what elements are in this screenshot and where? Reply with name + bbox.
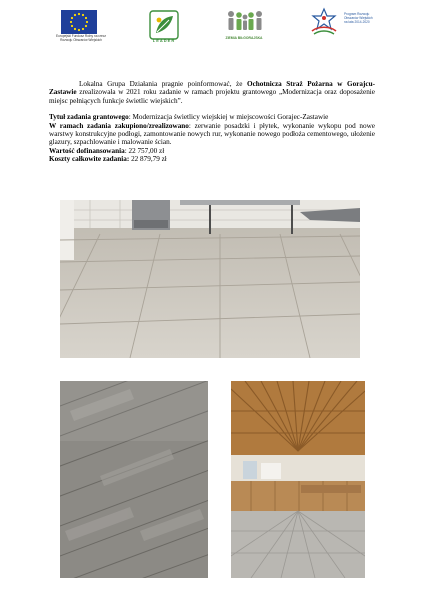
funding-amount xyxy=(49,147,375,155)
announcement-text xyxy=(49,80,375,164)
logo-bar xyxy=(0,0,424,48)
intro-paragraph xyxy=(49,80,375,105)
photo-hall-interior xyxy=(231,381,365,578)
task-title-label: Tytuł zadania grantowego xyxy=(49,113,129,122)
lgd-people-logo-icon xyxy=(224,8,266,36)
funding-value: : 22 757,00 zł xyxy=(124,146,165,155)
intro-part1: Lokalna Grupa Działania pragnie poinformować, że xyxy=(79,80,247,88)
leader-logo-icon xyxy=(148,9,180,41)
leader-label: LEADER xyxy=(152,38,176,43)
eu-stars-icon xyxy=(61,10,97,34)
task-title xyxy=(49,113,375,121)
eu-caption: Europejski Fundusz Rolny na rzecz Rozwoju Obszarów Wiejskich xyxy=(56,34,106,42)
task-title-value: : Modernizacja świetlicy wiejskiej w miejscowości Gorajec-Zastawie xyxy=(128,113,329,122)
organization-name: Ochotnicza Straż Pożarna w Gorajcu- Zastawie xyxy=(49,80,375,97)
task-scope-value: : zerwanie posadzki i płytek, wykonanie wykopu pod nowe warstwy konstrukcyjne podłogi, zamontowanie nowych rur, wykonanie nowego podłoża cementowego, ułożenie glazury, szpachlowanie i malowanie ścian. xyxy=(49,121,375,147)
eu-flag-icon xyxy=(61,10,97,34)
total-cost-value: 22 879,79 zł xyxy=(129,155,167,164)
funding-label: Wartość dofinansowania xyxy=(49,146,125,155)
task-scope-label: W ramach zadania zakupiono/zrealizowano xyxy=(49,121,189,130)
prow-logo-icon xyxy=(306,7,342,37)
task-scope xyxy=(49,122,375,147)
lgd-label: ZIEMIA BIŁGORAJSKA xyxy=(225,36,263,40)
photo-tiled-floor xyxy=(60,200,360,358)
total-cost xyxy=(49,155,375,163)
prow-label: Program Rozwoju Obszarów Wiejskich na lata 2014-2020 xyxy=(344,12,373,24)
photo-wood-tiles xyxy=(60,381,208,578)
intro-part2: zrealizowała w 2021 roku zadanie w ramach projektu grantowego „Modernizacja oraz doposażenie miejsc pełniących funkcje świetlic wiejskich”. xyxy=(49,88,375,105)
total-cost-label: Koszty całkowite zadania: xyxy=(49,155,130,164)
